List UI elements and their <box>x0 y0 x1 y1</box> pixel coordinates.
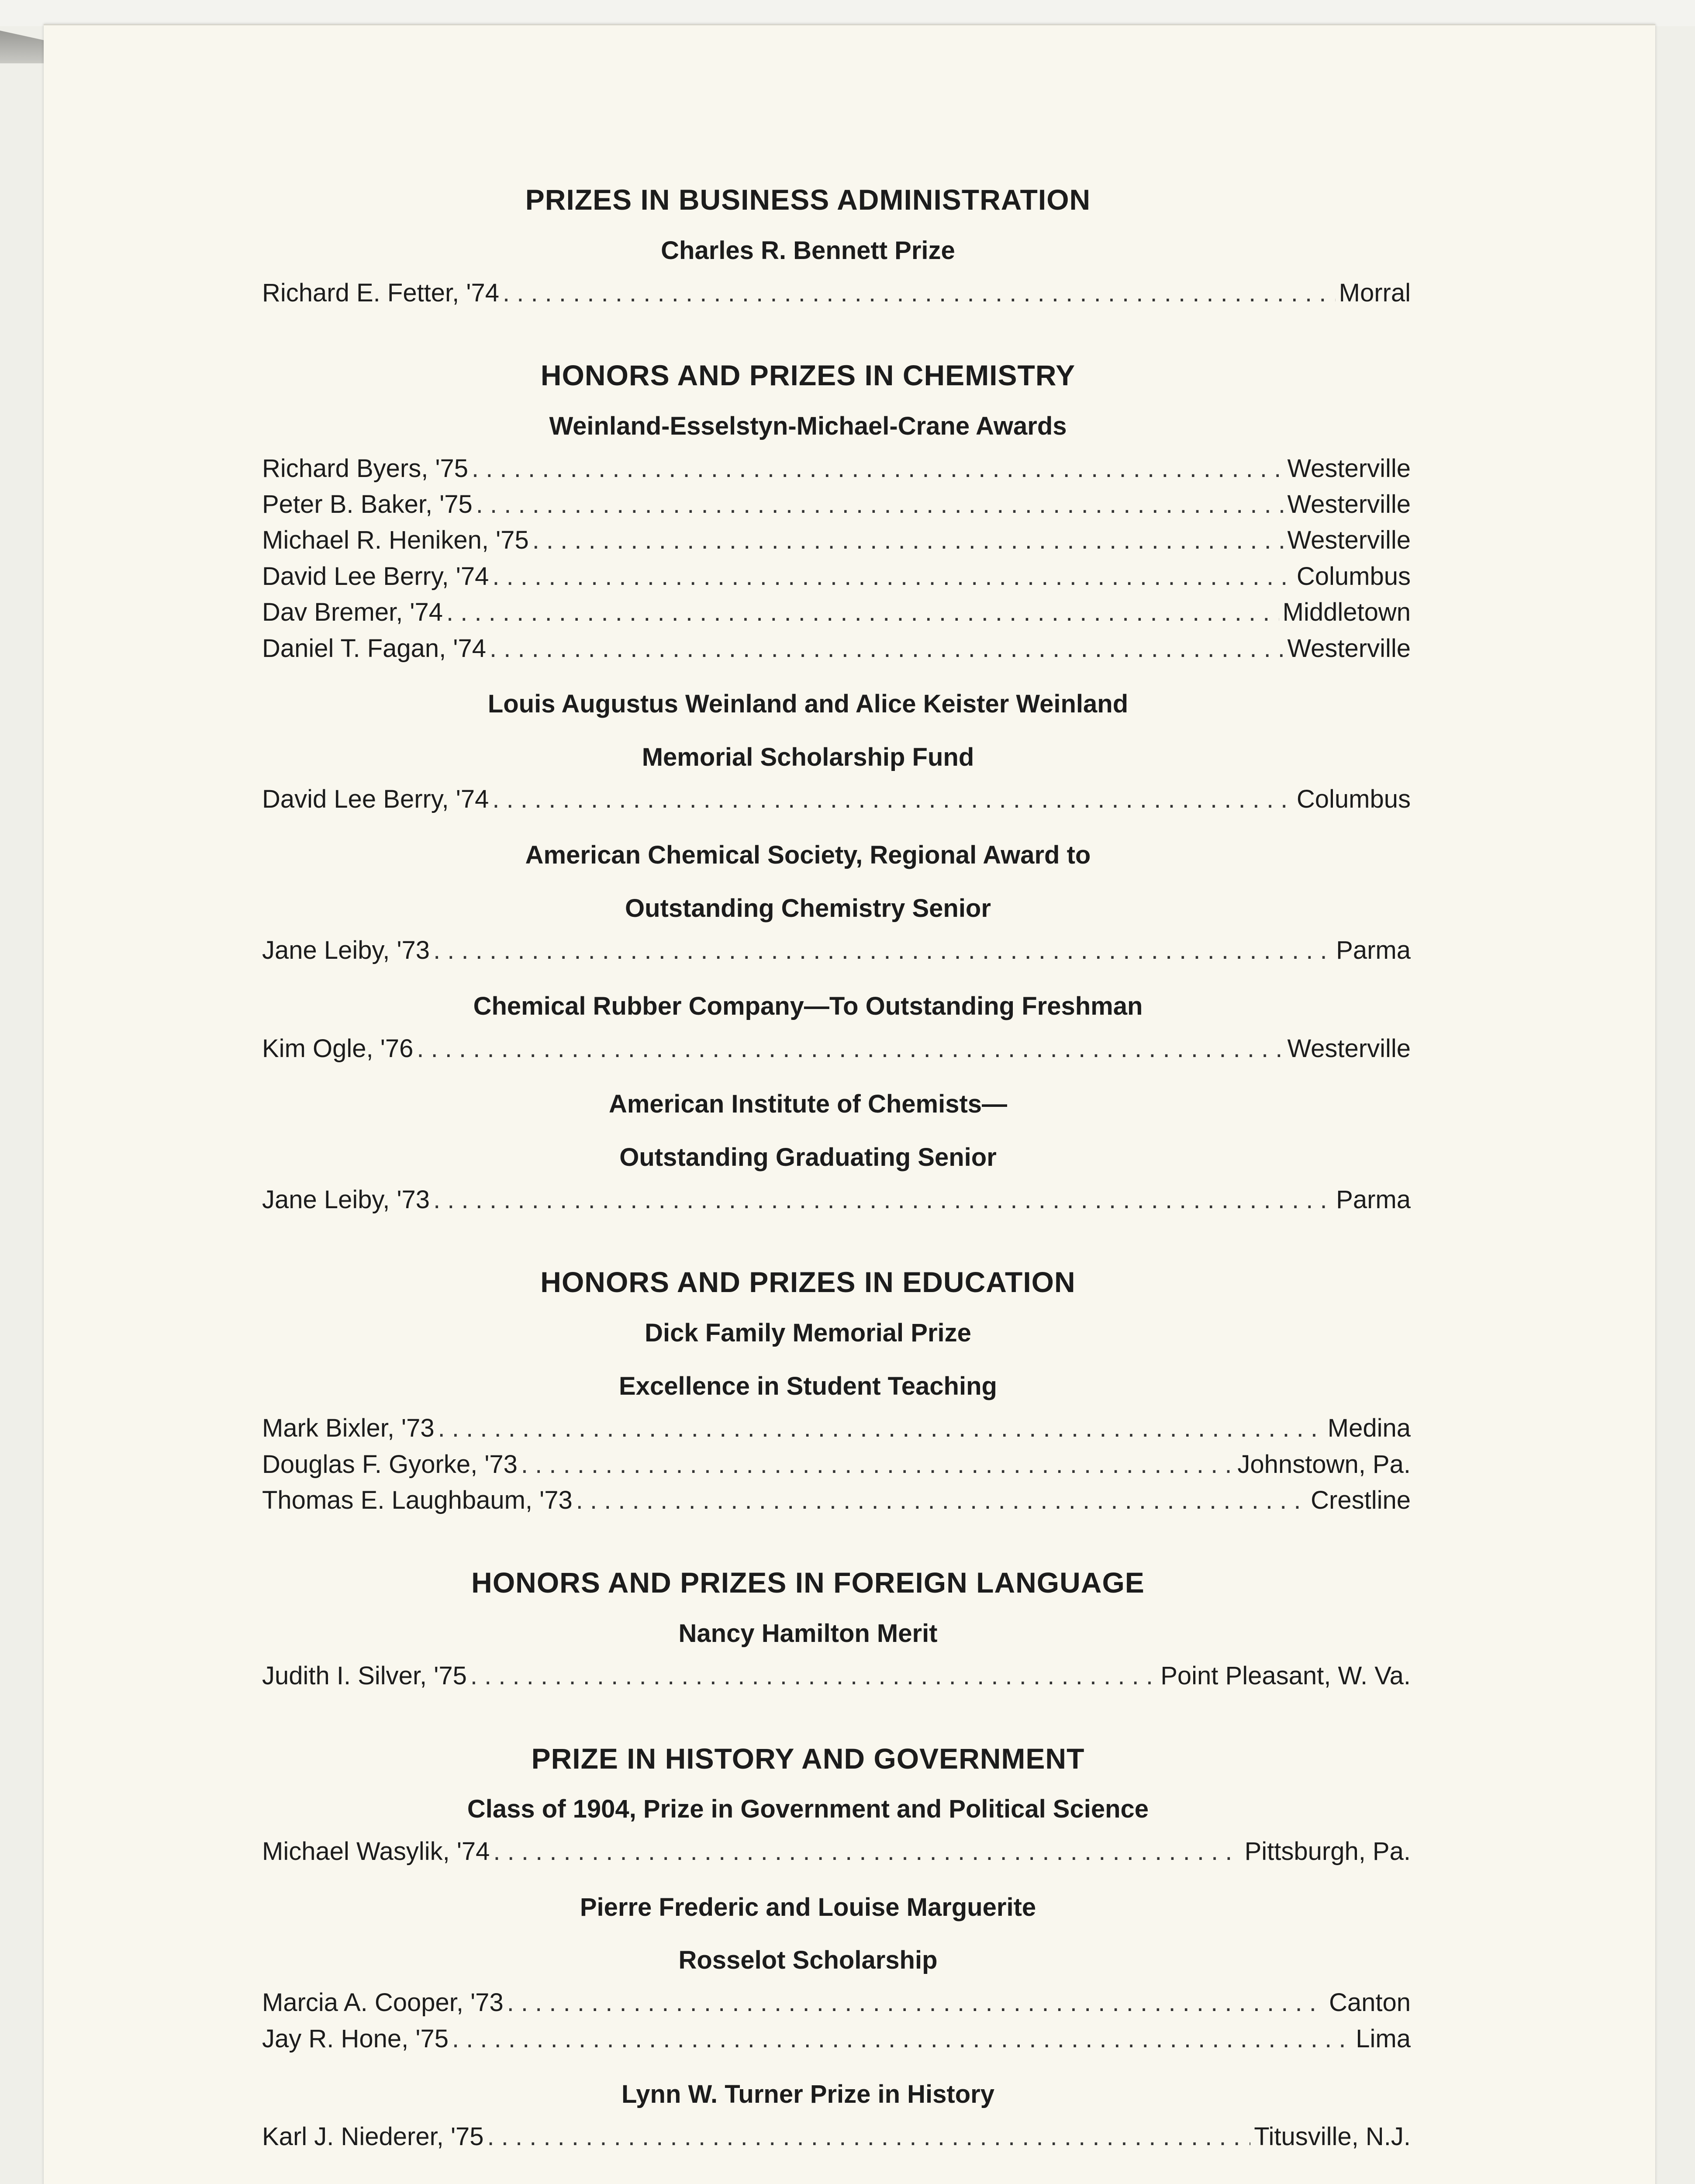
recipient-row <box>205 1834 1411 1870</box>
recipient-name: Daniel T. Fagan, '74 <box>262 634 486 663</box>
recipient-row <box>205 1410 1411 1446</box>
recipient-row <box>205 631 1411 667</box>
recipient-list <box>205 1658 1411 1694</box>
honors-list <box>205 183 1411 2184</box>
recipient-hometown: Canton <box>1329 1988 1411 2017</box>
award-title: Lynn W. Turner Prize in History <box>621 2080 994 2108</box>
recipient-hometown: Morral <box>1339 278 1411 307</box>
recipient-name: Peter B. Baker, '75 <box>262 490 473 519</box>
recipient-hometown: Crestline <box>1311 1486 1411 1515</box>
award-title: Excellence in Student Teaching <box>619 1372 997 1400</box>
award-title: Outstanding Chemistry Senior <box>625 894 991 923</box>
recipient-list <box>205 1410 1411 1518</box>
recipient-name: Michael Wasylik, '74 <box>262 1837 490 1866</box>
recipient-hometown: Middletown <box>1282 598 1411 627</box>
section <box>205 1266 1411 1519</box>
recipient-row <box>205 2021 1411 2057</box>
recipient-row <box>205 451 1411 487</box>
recipient-name: Michael R. Heniken, '75 <box>262 526 529 555</box>
recipient-list <box>205 781 1411 817</box>
dot-leader <box>433 933 1333 968</box>
award-title: Louis Augustus Weinland and Alice Keister Weinland <box>487 689 1129 718</box>
recipient-row <box>205 1985 1411 2021</box>
dot-leader <box>452 2021 1352 2057</box>
recipient-row <box>205 2119 1411 2155</box>
recipient-row <box>205 522 1411 558</box>
recipient-row <box>205 1482 1411 1518</box>
recipient-hometown: Westerville <box>1287 634 1411 663</box>
dot-leader <box>492 559 1293 594</box>
section <box>205 1742 1411 2155</box>
scan-background <box>0 0 1695 26</box>
dot-leader <box>576 1482 1307 1518</box>
dot-leader <box>492 781 1293 817</box>
recipient-name: Richard E. Fetter, '74 <box>262 278 499 307</box>
award-title: Memorial Scholarship Fund <box>642 743 974 771</box>
recipient-list <box>205 451 1411 667</box>
recipient-hometown: Pittsburgh, Pa. <box>1244 1837 1411 1866</box>
dot-leader <box>490 631 1284 667</box>
recipient-name: Mark Bixler, '73 <box>262 1414 435 1443</box>
recipient-list <box>205 933 1411 968</box>
dot-leader <box>417 1031 1284 1067</box>
award-title: Rosselot Scholarship <box>678 1946 938 1975</box>
recipient-list <box>205 1031 1411 1067</box>
recipient-list <box>205 1985 1411 2057</box>
recipient-hometown: Westerville <box>1287 1034 1411 1063</box>
recipient-row <box>205 594 1411 630</box>
dot-leader <box>470 1658 1157 1694</box>
dot-leader <box>472 451 1284 487</box>
recipient-row <box>205 933 1411 968</box>
recipient-hometown: Westerville <box>1287 454 1411 483</box>
section-heading: HONORS AND PRIZES IN EDUCATION <box>540 1265 1076 1298</box>
recipient-name: Jane Leiby, '73 <box>262 936 430 965</box>
recipient-name: Thomas E. Laughbaum, '73 <box>262 1486 573 1515</box>
recipient-list <box>205 1182 1411 1218</box>
dot-leader <box>507 1985 1326 2021</box>
recipient-row <box>205 781 1411 817</box>
recipient-hometown: Parma <box>1336 936 1411 965</box>
recipient-name: Karl J. Niederer, '75 <box>262 2122 484 2151</box>
recipient-name: Dav Bremer, '74 <box>262 598 443 627</box>
recipient-hometown: Columbus <box>1296 562 1411 591</box>
dot-leader <box>521 1447 1234 1482</box>
section-heading: PRIZES IN BUSINESS ADMINISTRATION <box>525 183 1091 216</box>
recipient-list <box>205 275 1411 311</box>
dot-leader <box>433 1182 1333 1218</box>
section-heading: HONORS AND PRIZES IN CHEMISTRY <box>540 359 1076 392</box>
dot-leader <box>532 522 1284 558</box>
recipient-name: David Lee Berry, '74 <box>262 785 489 814</box>
award-title: Outstanding Graduating Senior <box>619 1143 997 1171</box>
section-heading: HONORS AND PRIZES IN FOREIGN LANGUAGE <box>471 1566 1145 1599</box>
recipient-row <box>205 275 1411 311</box>
recipient-list <box>205 1834 1411 1870</box>
award-title: Nancy Hamilton Merit <box>678 1619 938 1648</box>
recipient-name: David Lee Berry, '74 <box>262 562 489 591</box>
dot-leader <box>446 594 1279 630</box>
dot-leader <box>493 1834 1241 1870</box>
dot-leader <box>476 487 1284 522</box>
recipient-hometown: Westerville <box>1287 526 1411 555</box>
dot-leader <box>438 1410 1324 1446</box>
recipient-hometown: Point Pleasant, W. Va. <box>1160 1662 1411 1690</box>
recipient-hometown: Medina <box>1327 1414 1411 1443</box>
recipient-name: Judith I. Silver, '75 <box>262 1662 467 1690</box>
recipient-hometown: Columbus <box>1296 785 1411 814</box>
award-title: Chemical Rubber Company—To Outstanding Freshman <box>473 992 1143 1020</box>
recipient-name: Marcia A. Cooper, '73 <box>262 1988 504 2017</box>
recipient-hometown: Parma <box>1336 1185 1411 1214</box>
dot-leader <box>503 275 1336 311</box>
recipient-hometown: Westerville <box>1287 490 1411 519</box>
award-title: Class of 1904, Prize in Government and Political Science <box>467 1795 1149 1824</box>
award-title: Pierre Frederic and Louise Marguerite <box>580 1893 1036 1921</box>
recipient-name: Jay R. Hone, '75 <box>262 2024 449 2053</box>
section <box>205 183 1411 311</box>
section <box>205 1566 1411 1694</box>
dot-leader <box>487 2119 1251 2155</box>
recipient-row <box>205 1182 1411 1218</box>
recipient-row <box>205 487 1411 522</box>
recipient-row <box>205 559 1411 594</box>
recipient-name: Richard Byers, '75 <box>262 454 469 483</box>
recipient-hometown: Titusville, N.J. <box>1254 2122 1411 2151</box>
recipient-hometown: Johnstown, Pa. <box>1237 1450 1411 1479</box>
award-title: Dick Family Memorial Prize <box>645 1318 971 1347</box>
award-title: American Chemical Society, Regional Award to <box>525 840 1091 869</box>
award-title: Charles R. Bennett Prize <box>661 236 955 265</box>
recipient-name: Douglas F. Gyorke, '73 <box>262 1450 518 1479</box>
recipient-name: Jane Leiby, '73 <box>262 1185 430 1214</box>
recipient-hometown: Lima <box>1356 2024 1411 2053</box>
award-title: Weinland-Esselstyn-Michael-Crane Awards <box>549 411 1067 440</box>
award-title: American Institute of Chemists— <box>608 1089 1008 1118</box>
recipient-list <box>205 2119 1411 2155</box>
recipient-row <box>205 1658 1411 1694</box>
section-heading: PRIZE IN HISTORY AND GOVERNMENT <box>531 1742 1085 1775</box>
recipient-row <box>205 1447 1411 1482</box>
recipient-row <box>205 1031 1411 1067</box>
section <box>205 359 1411 1218</box>
recipient-name: Kim Ogle, '76 <box>262 1034 414 1063</box>
